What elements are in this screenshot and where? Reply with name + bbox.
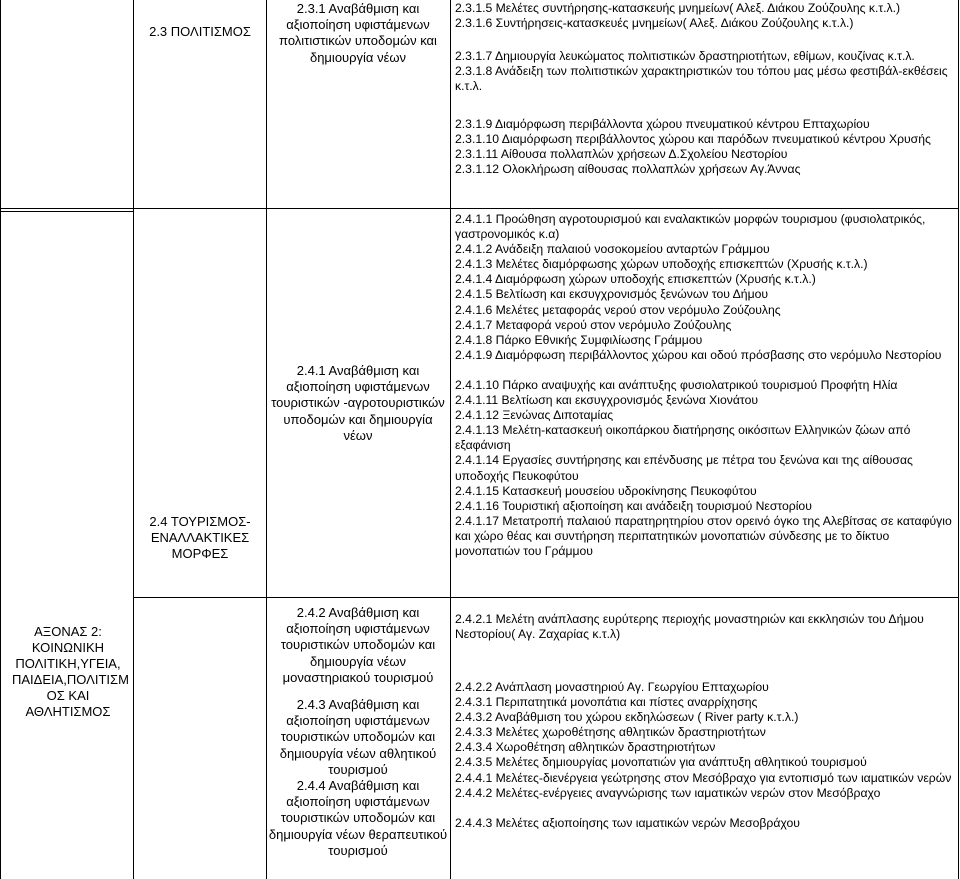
list-item: 2.3.1.11 Αίθουσα πολλαπλών χρήσεων Δ.Σχολείου Νεστορίου: [455, 147, 788, 162]
list-item: 2.4.2.1 Μελέτη ανάπλασης ευρύτερης περιοχής μοναστηριών και εκκλησιών του Δήμου Νεστορίου( Αγ. Ζαχαρίας κ.τ.λ): [455, 612, 924, 642]
list-item: 2.3.1.5 Μελέτες συντήρησης-κατασκευής μνημείων( Αλεξ. Διάκου Ζούζουλης κ.τ.λ.): [455, 1, 901, 15]
spacer: [455, 801, 957, 816]
measure-2-3-1: 2.3.1 Αναβάθμιση και αξιοποίηση υφιστάμενων πολιτιστικών υποδομών και δημιουργία νέων: [279, 1, 437, 65]
list-item: 2.4.1.16 Τουριστική αξιοποίηση και ανάδειξη τουρισμού Νεστορίου: [455, 498, 812, 513]
list-item: 2.4.4.2 Μελέτες-ενέργειες αναγνώρισης των ιαματικών νερών στον Μεσόβραχο: [455, 785, 881, 800]
row-divider-culture-tourism: [0, 208, 959, 209]
list-item: 2.4.3.5 Μελέτες δημιουργίας μονοπατιών για ανάπτυξη αθλητικού τουρισμού: [455, 755, 867, 770]
list-item: 2.4.1.14 Εργασίες συντήρησης και επένδυσης με πέτρα του ξενώνα και της αίθουσας υποδοχής Πευκοφύτου: [455, 453, 913, 483]
list-item: 2.4.3.4 Χωροθέτηση αθλητικών δραστηριοτήτων: [455, 740, 716, 755]
table-divider-3: [450, 0, 451, 879]
measure-2-4-3: 2.4.3 Αναβάθμιση και αξιοποίηση υφιστάμενων τουριστικών υποδομών και δημιουργία νέων αθλητικού τουρισμού: [279, 697, 437, 777]
priority-culture: 2.3 ΠΟΛΙΤΙΣΜΟΣ: [149, 24, 251, 39]
list-item: 2.3.1.9 Διαμόρφωση περιβάλλοντα χώρου πνευματικού κέντρου Επταχωρίου: [455, 117, 870, 131]
actions-culture-a: [455, 1, 957, 31]
list-item: 2.4.1.6 Μελέτες μεταφοράς νερού στον νερόμυλο Ζούζουλης: [455, 302, 781, 317]
actions-2-4-1: [455, 212, 957, 559]
table-divider-2: [266, 0, 267, 879]
spacer: [455, 363, 957, 378]
list-item: 2.4.4.3 Μελέτες αξιοποίησης των ιαματικών νερών Μεσοβράχου: [455, 815, 800, 830]
list-item: 2.4.1.3 Μελέτες διαμόρφωσης χώρων υποδοχής επισκεπτών (Χρυσής κ.τ.λ.): [455, 257, 868, 272]
list-item: 2.4.1.4 Διαμόρφωση χώρων υποδοχής επισκεπτών (Χρυσής κ.τ.λ.): [455, 272, 816, 287]
axis-label: ΑΞΟΝΑΣ 2: ΚΟΙΝΩΝΙΚΗ ΠΟΛΙΤΙΚΗ,ΥΓΕΙΑ, ΠΑΙΔΕΙΑ,ΠΟΛΙΤΙΣΜ ΟΣ ΚΑΙ ΑΘΛΗΤΙΣΜΟΣ: [12, 624, 129, 719]
list-item: 2.4.1.17 Μετατροπή παλαιού παρατηρητηρίου στον ορεινό όγκο της Αλεβίτσας σε καταφύγιο και χώρο θέας και συντήρηση περιπατητικών μονοπατιών σύνδεσης με το δίκτυο μονοπατιών του Γράμμου: [455, 513, 952, 558]
table-border-right: [958, 0, 959, 879]
table-divider-1: [133, 0, 134, 879]
list-item: 2.3.1.8 Ανάδειξη των πολιτιστικών χαρακτηριστικών του τόπου μας μέσω φεστιβάλ-εκθέσεις κ.τ.λ.: [455, 64, 948, 94]
list-item: 2.4.4.1 Μελέτες-διενέργεια γεώτρησης στον Μεσόβραχο για εντοπισμό των ιαματικών νερών: [455, 770, 952, 785]
list-item: 2.4.1.1 Προώθηση αγροτουρισμού και εναλακτικών μορφών τουρισμου (φυσιολατρικός, γαστρονομικός κ.α): [455, 212, 926, 242]
row-divider-axis: [0, 211, 133, 212]
actions-culture-c: [455, 117, 957, 177]
list-item: 2.4.1.8 Πάρκο Εθνικής Συμφιλίωσης Γράμμου: [455, 332, 703, 347]
list-item: 2.3.1.12 Ολοκλήρωση αίθουσας πολλαπλών χρήσεων Αγ.Άννας: [455, 162, 801, 177]
measure-2-4-1: 2.4.1 Αναβάθμιση και αξιοποίηση υφιστάμενων τουριστικών -αγροτουριστικών υποδομών και δημιουργία νέων: [271, 363, 445, 443]
list-item: 2.4.1.12 Ξενώνας Διποταμίας: [455, 408, 614, 423]
actions-culture-b: [455, 49, 957, 94]
list-item: 2.4.3.3 Μελέτες χωροθέτησης αθλητικών δραστηριοτήτων: [455, 725, 766, 740]
list-item: 2.4.3.2 Αναβάθμιση του χώρου εκδηλώσεων ( River party κ.τ.λ.): [455, 710, 799, 725]
list-item: 2.4.1.5 Βελτίωση και εκσυγχρονισμός ξενώνων του Δήμου: [455, 287, 769, 302]
list-item: 2.4.1.7 Μεταφορά νερού στον νερόμυλο Ζούζουλης: [455, 317, 732, 332]
list-item: 2.4.1.13 Μελέτη-κατασκευή οικοπάρκου διατήρησης οικόσιτων Ελληνικών ζώων από εξαφάνιση: [455, 423, 911, 453]
list-item: 2.4.1.15 Κατασκευή μουσείου υδροκίνησης Πευκοφύτου: [455, 483, 757, 498]
measure-2-4-2: 2.4.2 Αναβάθμιση και αξιοποίηση υφιστάμενων τουριστικών υποδομών και δημιουργία νέων μοναστηριακού τουρισμού: [280, 605, 436, 685]
priority-tourism: 2.4 ΤΟΥΡΙΣΜΟΣ-ΕΝΑΛΛΑΚΤΙΚΕΣ ΜΟΡΦΕΣ: [149, 514, 251, 561]
actions-2-4-2a: [455, 612, 957, 642]
list-item: 2.4.1.11 Βελτίωση και εκσυγχρονισμός ξενώνα Χιονάτου: [455, 393, 759, 408]
table-border-left: [0, 0, 1, 879]
list-item: 2.4.1.10 Πάρκο αναψυχής και ανάπτυξης φυσιολατρικού τουρισμού Προφήτη Ηλία: [455, 377, 898, 392]
actions-2-4-2b-to-4: [455, 680, 957, 831]
row-divider-measure: [133, 597, 959, 598]
list-item: 2.4.3.1 Περιπατητικά μονοπάτια και πίστες αναρρίχησης: [455, 695, 758, 710]
list-item: 2.3.1.10 Διαμόρφωση περιβάλλοντος χώρου και παρόδων πνευματικού κέντρου Χρυσής: [455, 132, 931, 147]
list-item: 2.4.1.9 Διαμόρφωση περιβάλλοντος χώρου και οδού πρόσβασης στο νερόμυλο Νεστορίου: [455, 347, 942, 362]
list-item: 2.3.1.7 Δημιουργία λευκώματος πολιτιστικών δραστηριοτήτων, εθίμων, κουζίνας κ.τ.λ.: [455, 49, 915, 63]
list-item: 2.3.1.6 Συντήρησεις-κατασκευές μνημείων( Αλεξ. Διάκου Ζούζουλης κ.τ.λ.): [455, 16, 854, 31]
list-item: 2.4.2.2 Ανάπλαση μοναστηριού Αγ. Γεωργίου Επταχωρίου: [455, 680, 769, 694]
measure-2-4-4: 2.4.4 Αναβάθμιση και αξιοποίηση υφιστάμενων τουριστικών υποδομών και δημιουργία νέων θεραπευτικού τουρισμού: [268, 778, 448, 858]
list-item: 2.4.1.2 Ανάδειξη παλαιού νοσοκομείου ανταρτών Γράμμου: [455, 242, 770, 257]
